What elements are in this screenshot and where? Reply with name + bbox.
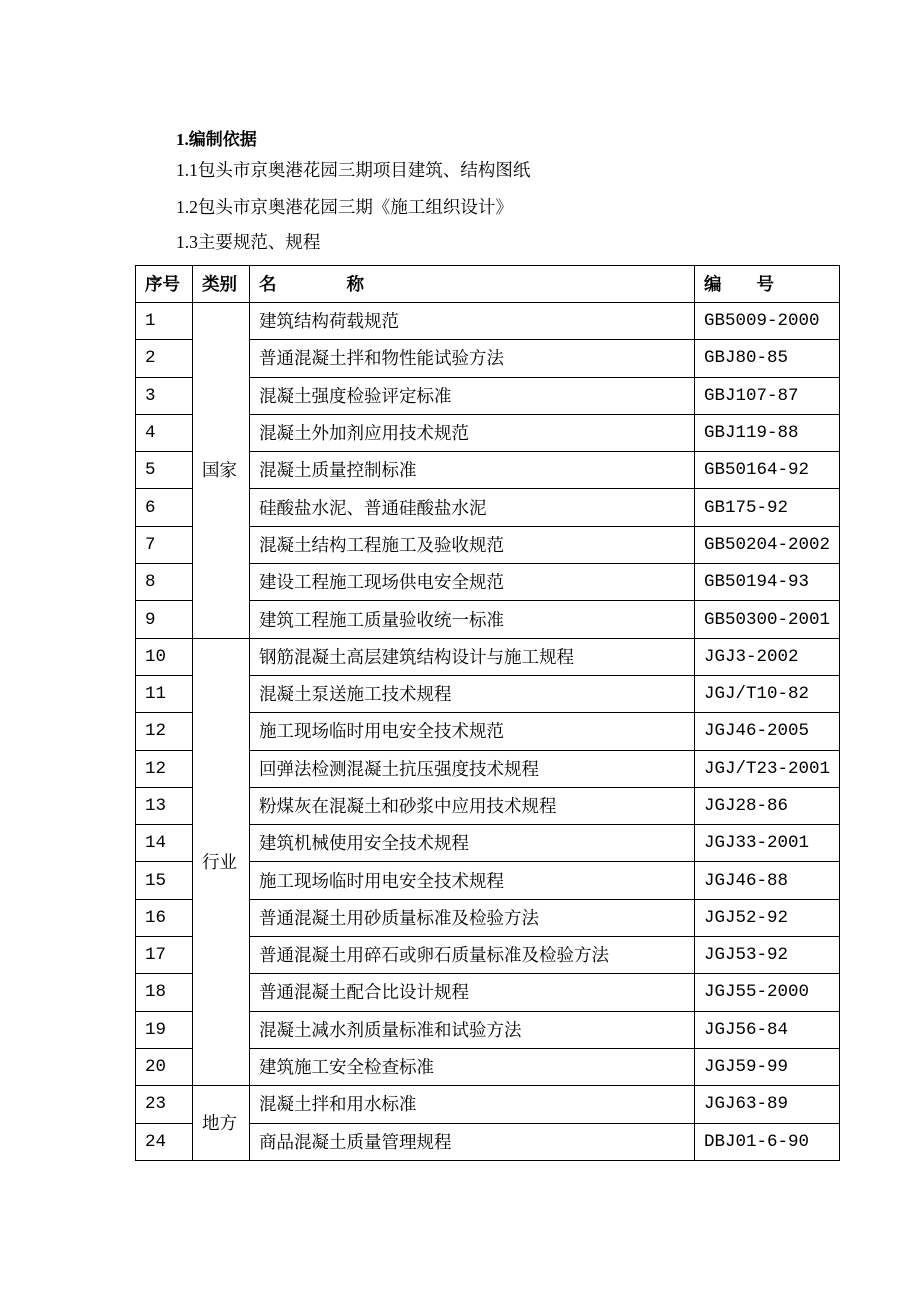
row-code-cell: JGJ3-2002 — [695, 638, 840, 675]
row-name-cell: 混凝土拌和用水标准 — [250, 1086, 695, 1123]
row-code-cell: JGJ/T10-82 — [695, 675, 840, 712]
row-name-cell: 硅酸盐水泥、普通硅酸盐水泥 — [250, 489, 695, 526]
row-code-cell: GB50300-2001 — [695, 601, 840, 638]
row-code-cell: GB50204-2002 — [695, 526, 840, 563]
row-seq-cell: 10 — [136, 638, 193, 675]
row-name-cell: 施工现场临时用电安全技术规程 — [250, 862, 695, 899]
row-code-cell: GB50164-92 — [695, 452, 840, 489]
category-cell: 地方 — [193, 1086, 250, 1161]
row-seq-cell: 11 — [136, 675, 193, 712]
header-category: 类别 — [193, 266, 250, 303]
row-seq-cell: 5 — [136, 452, 193, 489]
row-code-cell: JGJ55-2000 — [695, 974, 840, 1011]
row-seq-cell: 20 — [136, 1048, 193, 1085]
table-row — [136, 1086, 840, 1123]
row-seq-cell: 16 — [136, 899, 193, 936]
row-seq-cell: 19 — [136, 1011, 193, 1048]
row-code-cell: JGJ46-88 — [695, 862, 840, 899]
row-code-cell: JGJ/T23-2001 — [695, 750, 840, 787]
row-name-cell: 混凝土质量控制标准 — [250, 452, 695, 489]
row-name-cell: 回弹法检测混凝土抗压强度技术规程 — [250, 750, 695, 787]
row-code-cell: JGJ46-2005 — [695, 713, 840, 750]
row-code-cell: JGJ63-89 — [695, 1086, 840, 1123]
row-seq-cell: 8 — [136, 564, 193, 601]
row-seq-cell: 3 — [136, 377, 193, 414]
category-cell: 国家 — [193, 303, 250, 639]
header-name: 名 称 — [250, 266, 695, 303]
row-name-cell: 普通混凝土配合比设计规程 — [250, 974, 695, 1011]
row-code-cell: JGJ53-92 — [695, 937, 840, 974]
row-seq-cell: 18 — [136, 974, 193, 1011]
table-row — [136, 303, 840, 340]
section-heading: 1.编制依据 — [176, 130, 257, 149]
row-seq-cell: 14 — [136, 825, 193, 862]
row-code-cell: GB5009-2000 — [695, 303, 840, 340]
row-name-cell: 混凝土结构工程施工及验收规范 — [250, 526, 695, 563]
basis-item-construction-design: 1.2包头市京奥港花园三期《施工组织设计》 — [176, 197, 513, 217]
basis-item-standards: 1.3主要规范、规程 — [176, 232, 321, 252]
row-seq-cell: 1 — [136, 303, 193, 340]
row-seq-cell: 12 — [136, 713, 193, 750]
row-name-cell: 混凝土强度检验评定标准 — [250, 377, 695, 414]
row-name-cell: 建设工程施工现场供电安全规范 — [250, 564, 695, 601]
row-code-cell: GBJ107-87 — [695, 377, 840, 414]
row-name-cell: 混凝土泵送施工技术规程 — [250, 675, 695, 712]
row-code-cell: JGJ59-99 — [695, 1048, 840, 1085]
standards-table — [135, 265, 840, 1161]
row-seq-cell: 15 — [136, 862, 193, 899]
row-name-cell: 普通混凝土用碎石或卵石质量标准及检验方法 — [250, 937, 695, 974]
row-seq-cell: 17 — [136, 937, 193, 974]
row-seq-cell: 23 — [136, 1086, 193, 1123]
row-code-cell: GBJ80-85 — [695, 340, 840, 377]
row-seq-cell: 4 — [136, 414, 193, 451]
category-cell: 行业 — [193, 638, 250, 1086]
row-name-cell: 建筑机械使用安全技术规程 — [250, 825, 695, 862]
row-name-cell: 钢筋混凝土高层建筑结构设计与施工规程 — [250, 638, 695, 675]
row-name-cell: 普通混凝土拌和物性能试验方法 — [250, 340, 695, 377]
table-row — [136, 638, 840, 675]
row-name-cell: 商品混凝土质量管理规程 — [250, 1123, 695, 1160]
row-code-cell: DBJ01-6-90 — [695, 1123, 840, 1160]
row-name-cell: 混凝土减水剂质量标准和试验方法 — [250, 1011, 695, 1048]
header-seq: 序号 — [136, 266, 193, 303]
row-name-cell: 建筑施工安全检查标准 — [250, 1048, 695, 1085]
basis-item-drawings: 1.1包头市京奥港花园三期项目建筑、结构图纸 — [176, 160, 531, 180]
row-code-cell: JGJ33-2001 — [695, 825, 840, 862]
row-code-cell: JGJ56-84 — [695, 1011, 840, 1048]
row-name-cell: 混凝土外加剂应用技术规范 — [250, 414, 695, 451]
row-code-cell: GB50194-93 — [695, 564, 840, 601]
row-seq-cell: 12 — [136, 750, 193, 787]
row-name-cell: 粉煤灰在混凝土和砂浆中应用技术规程 — [250, 787, 695, 824]
row-code-cell: JGJ52-92 — [695, 899, 840, 936]
row-code-cell: GB175-92 — [695, 489, 840, 526]
row-name-cell: 建筑工程施工质量验收统一标准 — [250, 601, 695, 638]
header-code: 编 号 — [695, 266, 840, 303]
row-code-cell: JGJ28-86 — [695, 787, 840, 824]
table-body — [136, 303, 840, 1161]
row-seq-cell: 9 — [136, 601, 193, 638]
row-seq-cell: 6 — [136, 489, 193, 526]
row-seq-cell: 24 — [136, 1123, 193, 1160]
row-name-cell: 施工现场临时用电安全技术规范 — [250, 713, 695, 750]
row-seq-cell: 7 — [136, 526, 193, 563]
row-name-cell: 建筑结构荷载规范 — [250, 303, 695, 340]
row-code-cell: GBJ119-88 — [695, 414, 840, 451]
table-header-row — [136, 266, 840, 303]
row-seq-cell: 2 — [136, 340, 193, 377]
row-name-cell: 普通混凝土用砂质量标准及检验方法 — [250, 899, 695, 936]
row-seq-cell: 13 — [136, 787, 193, 824]
